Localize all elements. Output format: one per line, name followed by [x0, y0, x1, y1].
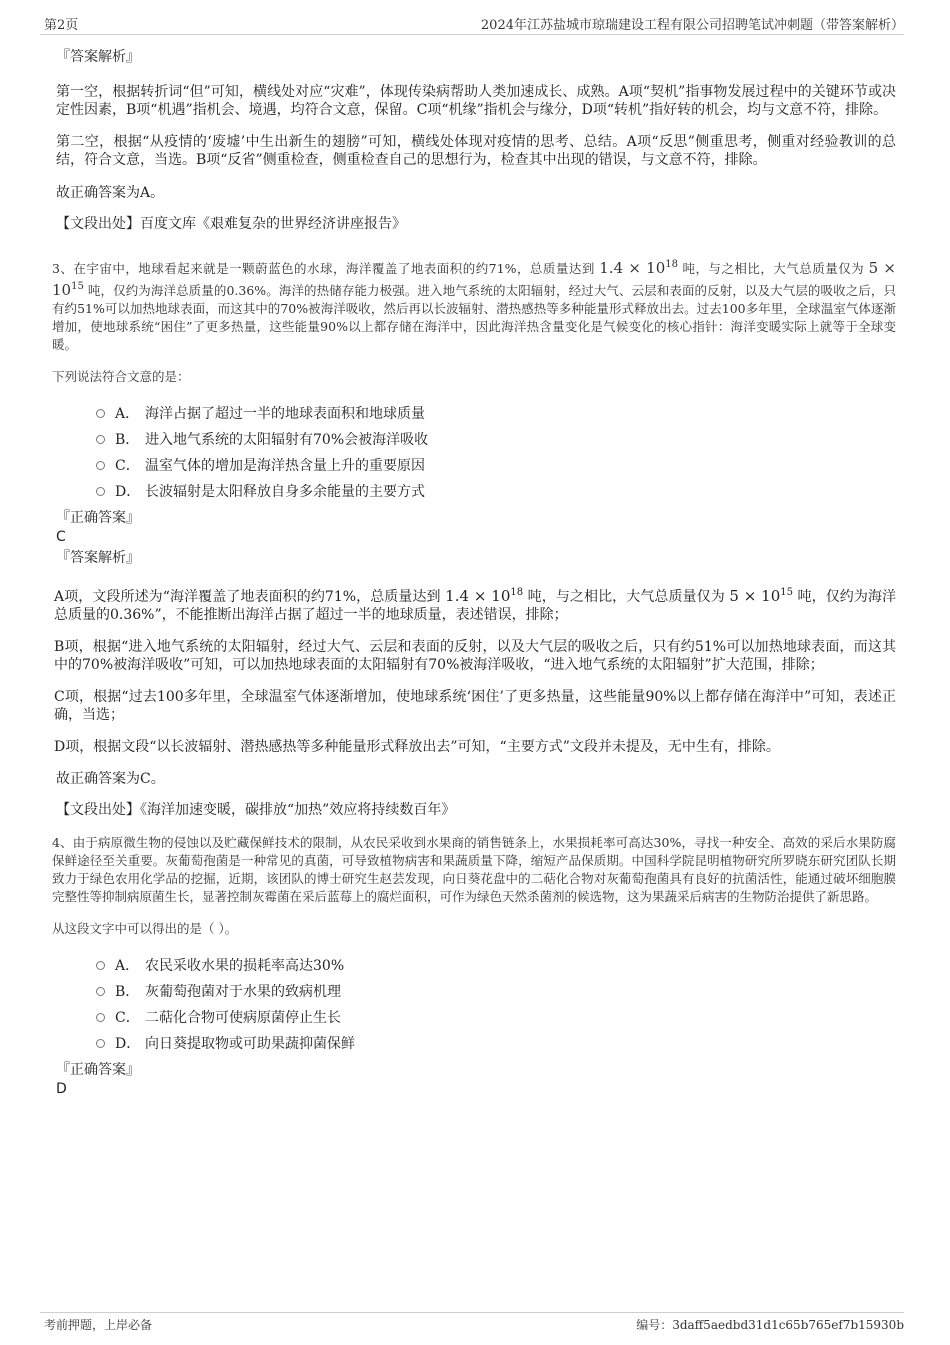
option-d[interactable]: D． 向日葵提取物或可助果蔬抑菌保鲜: [56, 1030, 896, 1056]
option-d[interactable]: D． 长波辐射是太阳释放自身多余能量的主要方式: [56, 478, 896, 504]
radio-icon[interactable]: [96, 1013, 105, 1022]
option-c[interactable]: C． 温室气体的增加是海洋热含量上升的重要原因: [56, 452, 896, 478]
page-header: [40, 14, 904, 35]
explain-label: 『答案解析』: [56, 49, 140, 65]
explain-paragraph: 第二空，根据“从疫情的‘废墟’中生出新生的翅膀”可知，横线处体现对疫情的思考、总结。A项“反思”侧重思考，侧重对经验教训的总结，符合文意，当选。B项“反省”侧重检查，侧重检查自己的思想行为，检查其中出现的错误，与文意不符，排除。: [56, 134, 896, 168]
option-b[interactable]: B． 进入地气系统的太阳辐射有70%会被海洋吸收: [56, 426, 896, 452]
page-number: 第2页: [44, 18, 79, 33]
explain-paragraph: B项，根据“进入地气系统的太阳辐射，经过大气、云层和表面的反射，以及大气层的吸收之后，只有约51%可以加热地球表面，而这其中的70%被海洋吸收”可知，可以加热地球表面的太阳辐射有70%被海洋吸收，“进入地气系统的太阳辐射”扩大范围，排除；: [54, 639, 896, 673]
question-stem: 4、由于病原微生物的侵蚀以及贮藏保鲜技术的限制，从农民采收到水果商的销售链条上，水果损耗率可高达30%，寻找一种安全、高效的采后水果防腐保鲜途径至关重要。灰葡萄孢菌是一种常见的真菌，可导致植物病害和果蔬质量下降，缩短产品保质期。中国科学院昆明植物研究所罗晓东研究团队长期致力于绿色农用化学品的挖掘，近期，该团队的博士研究生赵芸发现，向日葵花盘中的二萜化合物对灰葡萄孢菌具有良好的抗菌活性，能通过破坏细胞膜完整性等抑制病原菌生长，显著控制灰霉菌在采后蓝莓上的腐烂面积，可作为绿色天然杀菌剂的候选物，这为果蔬采后病害的生物防治提供了新思路。: [52, 835, 896, 904]
answer-label: 『正确答案』: [56, 510, 140, 526]
option-a[interactable]: A． 海洋占据了超过一半的地球表面积和地球质量: [56, 400, 896, 426]
math-expression: $1.4 \times 10^{18}$: [445, 587, 524, 605]
explain-paragraph: 第一空，根据转折词“但”可知，横线处对应“灾难”，体现传染病帮助人类加速成长、成熟。A项“契机”指事物发展过程中的关键环节或决定性因素，B项“机遇”指机会、境遇，均符合文意，保留。C项“机缘”指机会与缘分，D项“转机”指好转的机会，均与文意不符，排除。: [56, 84, 896, 118]
explain-paragraph: D项，根据文段“以长波辐射、潜热感热等多种能量形式释放出去”可知，“主要方式”文段并未提及，无中生有，排除。: [54, 739, 780, 755]
radio-icon[interactable]: [96, 487, 105, 496]
answer-label: 『正确答案』: [56, 1062, 140, 1078]
source-note: 【文段出处】《海洋加速变暖，碳排放“加热”效应将持续数百年》: [56, 802, 456, 818]
question-prompt: 下列说法符合文意的是：: [52, 369, 190, 384]
correct-answer: C: [56, 529, 66, 545]
explain-paragraph: A项，文段所述为“海洋覆盖了地表面积的约71%，总质量达到 $1.4 \times 10^{18}$ 吨，与之相比，大气总质量仅为 $5 \times 10^{15}$ 吨，仅约为海洋总质量的0.36%”，不能推断出海洋占据了超过一半的地球质量，表述错误，排除；: [54, 587, 897, 623]
question-prompt: 从这段文字中可以得出的是（ ）。: [52, 921, 238, 936]
conclusion: 故正确答案为C。: [56, 771, 165, 787]
math-expression: $1.4 \times 10^{18}$: [599, 259, 679, 277]
explain-label: 『答案解析』: [56, 550, 140, 566]
question-stem: 3、在宇宙中，地球看起来就是一颗蔚蓝色的水球，海洋覆盖了地表面积的约71%，总质量达到 $1.4 \times 10^{18}$ 吨，与之相比，大气总质量仅为 $5 \times 10^{15}$ 吨，仅约为海洋总质量的0.36%。海洋的热储存能力极强。进入地气系统的太阳辐射，经过大气、云层和表面的反射，以及大气层的吸收之后，只有约51%可以加热地球表面，而这其中的70%被海洋吸收，然后再以长波辐射、潜热感热等多种能量形式释放出去。过去100多年里，全球温室气体逐渐增加，使地球系统“困住”了更多热量，这些能量90%以上都存储在海洋中，因此海洋热含量变化是气候变化的核心指针：海洋变暖实际上就等于全球变暖。: [52, 259, 896, 352]
conclusion: 故正确答案为A。: [56, 185, 165, 201]
page-content: [52, 44, 897, 1098]
option-c[interactable]: C． 二萜化合物可使病原菌停止生长: [56, 1004, 896, 1030]
explain-paragraph: C项，根据“过去100多年里，全球温室气体逐渐增加，使地球系统‘困住’了更多热量，这些能量90%以上都存储在海洋中”可知，表述正确，当选；: [54, 689, 896, 723]
radio-icon[interactable]: [96, 435, 105, 444]
option-a[interactable]: A． 农民采收水果的损耗率高达30%: [56, 952, 896, 978]
radio-icon[interactable]: [96, 1039, 105, 1048]
footer-slogan: 考前押题，上岸必备: [44, 1318, 153, 1332]
option-b[interactable]: B． 灰葡萄孢菌对于水果的致病机理: [56, 978, 896, 1004]
page-footer: [40, 1312, 904, 1335]
document-id: 编号：3daff5aedbd31d1c65b765ef7b15930b: [636, 1318, 904, 1332]
options-list: [56, 400, 896, 504]
radio-icon[interactable]: [96, 961, 105, 970]
radio-icon[interactable]: [96, 409, 105, 418]
math-expression: $5 \times 10^{15}$: [52, 259, 896, 299]
document-title: 2024年江苏盐城市琼瑞建设工程有限公司招聘笔试冲刺题（带答案解析）: [480, 18, 904, 33]
radio-icon[interactable]: [96, 461, 105, 470]
source-note: 【文段出处】百度文库《艰难复杂的世界经济讲座报告》: [56, 216, 406, 232]
correct-answer: D: [56, 1081, 67, 1097]
radio-icon[interactable]: [96, 987, 105, 996]
options-list: [56, 952, 896, 1056]
math-expression: $5 \times 10^{15}$: [729, 587, 793, 605]
